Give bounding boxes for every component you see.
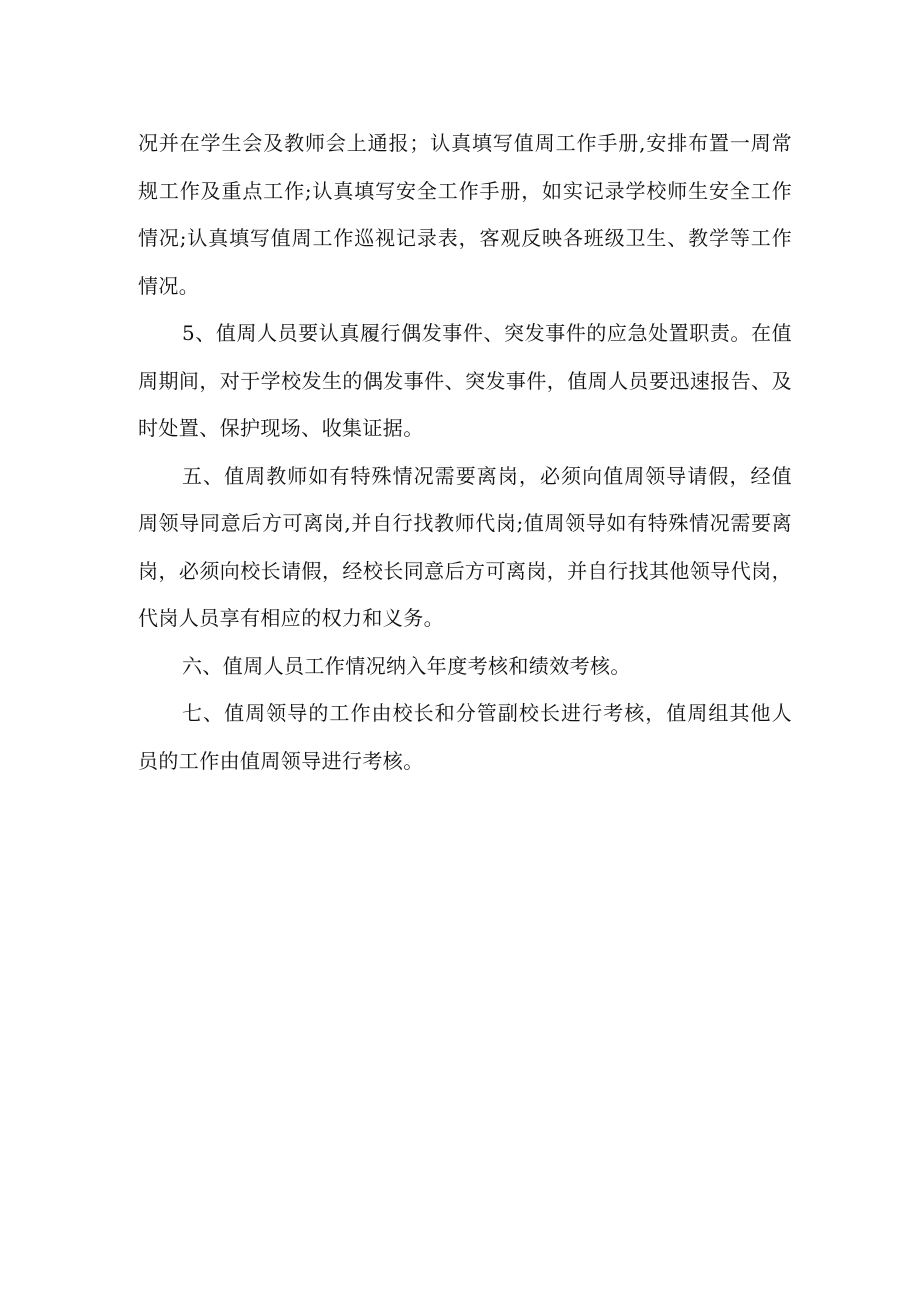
paragraph-item-5-emergency-duty: 5、值周人员要认真履行偶发事件、突发事件的应急处置职责。在值周期间，对于学校发生的偶发事件、突发事件，值周人员要迅速报告、及时处置、保护现场、收集证据。 bbox=[138, 321, 792, 440]
paragraph-continuation: 况并在学生会及教师会上通报；认真填写值周工作手册,安排布置一周常规工作及重点工作;认真填写安全工作手册，如实记录学校师生安全工作情况;认真填写值周工作巡视记录表，客观反映各班级卫生、教学等工作情况。 bbox=[138, 131, 792, 298]
paragraph-section-5-leave-rules: 五、值周教师如有特殊情况需要离岗，必须向值周领导请假，经值周领导同意后方可离岗,并自行找教师代岗;值周领导如有特殊情况需要离岗，必须向校长请假，经校长同意后方可离岗，并自行找其他领导代岗，代岗人员享有相应的权力和义务。 bbox=[138, 463, 792, 630]
document-body bbox=[138, 120, 792, 785]
paragraph-section-7-evaluation: 七、值周领导的工作由校长和分管副校长进行考核，值周组其他人员的工作由值周领导进行考核。 bbox=[138, 701, 792, 773]
paragraph-section-6-assessment: 六、值周人员工作情况纳入年度考核和绩效考核。 bbox=[182, 653, 631, 678]
